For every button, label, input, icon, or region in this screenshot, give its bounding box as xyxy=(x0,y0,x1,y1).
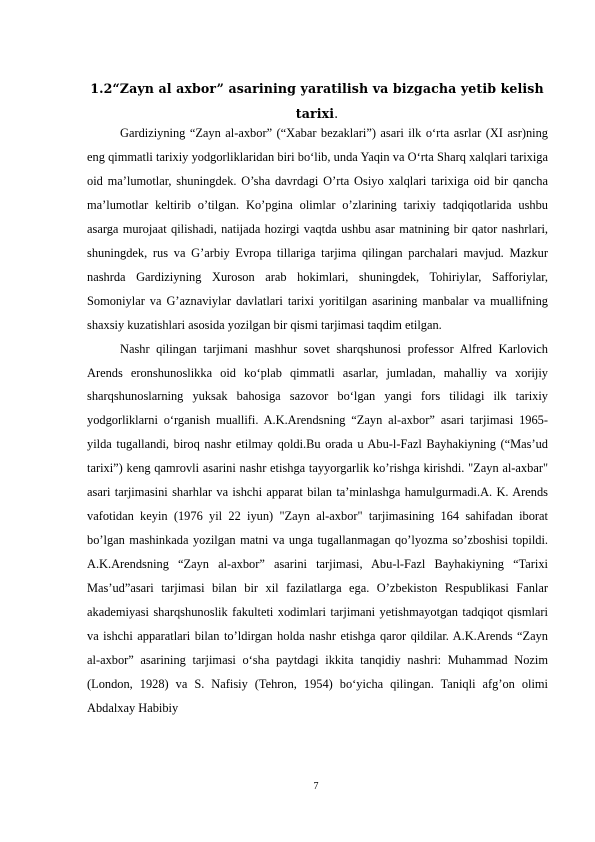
section-heading-text: 1.2“Zayn al axbor” asarining yaratilish va bizgacha yetib kelish tarixi xyxy=(90,81,544,121)
body-text xyxy=(87,122,548,721)
paragraph-gardiziy-intro: Gardiziyning “Zayn al-axbor” (“Xabar bezaklari”) asari ilk o‘rta asrlar (XI asr)ning eng qimmatli tarixiy yodgorliklaridan biri bo‘lib, unda Yaqin va O‘rta Sharq xalqlari tarixiga oid ma’lumotlar, shuningdek. O’sha davrdagi O’rta Osiyo xalqlari tarixiga oid bir qancha ma’lumotlar keltirib o’tilgan. Ko’pgina olimlar o’zlarining tarixiy tadqiqotlarida ushbu asarga murojaat qilishadi, natijada hozirgi vaqtda ushbu asar matnining bir qator nashrlari, shuningdek, rus va G’arbiy Evropa tillariga tarjima qilingan parchalari mavjud. Mazkur nashrda Gardiziyning Xuroson arab hokimlari, shuningdek, Tohiriylar, Safforiylar, Somoniylar va G’aznaviylar davlatlari tarixi yoritilgan asarining manbalar va muallifning shaxsiy kuzatishlari asosida yozilgan bir qismi tarjimasi taqdim etilgan. xyxy=(87,126,548,332)
page-number: 7 xyxy=(313,781,319,792)
section-heading-period: . xyxy=(334,106,339,121)
paragraph-arends-translation: Nashr qilingan tarjimani mashhur sovet sharqshunosi professor Alfred Karlovich Arends eronshunoslikka oid ko‘plab qimmatli asarlar, jumladan, mahalliy va xorijiy sharqshunoslarning yuksak bahosiga sazovor bo‘lgan yangi fors tilidagi ilk tarixiy yodgorliklarni o‘rganish muallifi. A.K.Arendsning “Zayn al-axbor” asari tarjimasi 1965-yilda tugallandi, biroq nashr etilmay qoldi.Bu orada u Abu-l-Fazl Bayhakiyning (“Mas’ud tarixi”) keng qamrovli asarini nashr etishga tayyorgarlik ko’rishga kirishdi. "Zayn al-axbar" asari tarjimasini sharhlar va ishchi apparat bilan ta’minlashga hamulgurmadi.A. K. Arends vafotidan keyin (1976 yil 22 iyun) "Zayn al-axbor" tarjimasining 164 sahifadan iborat bo’lgan mashinkada yozilgan matni va unga tugallanmagan qo’lyozma so’zboshisi topildi. A.K.Arendsning “Zayn al-axbor” asarini tarjimasi, Abu-l-Fazl Bayhakiyning “Tarixi Mas’ud”asari tarjimasi bilan bir xil fazilatlarga ega. O’zbekiston Respublikasi Fanlar akademiyasi sharqshunoslik fakulteti xodimlari tarjimani yetishmayotgan tadqiqot qismlari va ishchi apparatlari bilan to’ldirgan holda nashr etishga qaror qildilar. A.K.Arends “Zayn al-axbor” asarining tarjimasi o‘sha paytdagi ikkita tanqidiy nashri: Muhammad Nozim (London, 1928) va S. Nafisiy (Tehron, 1954) bo‘yicha qilingan. Taniqli afg’on olimi Abdalxay Habibiy xyxy=(87,341,548,715)
section-heading xyxy=(86,76,548,126)
